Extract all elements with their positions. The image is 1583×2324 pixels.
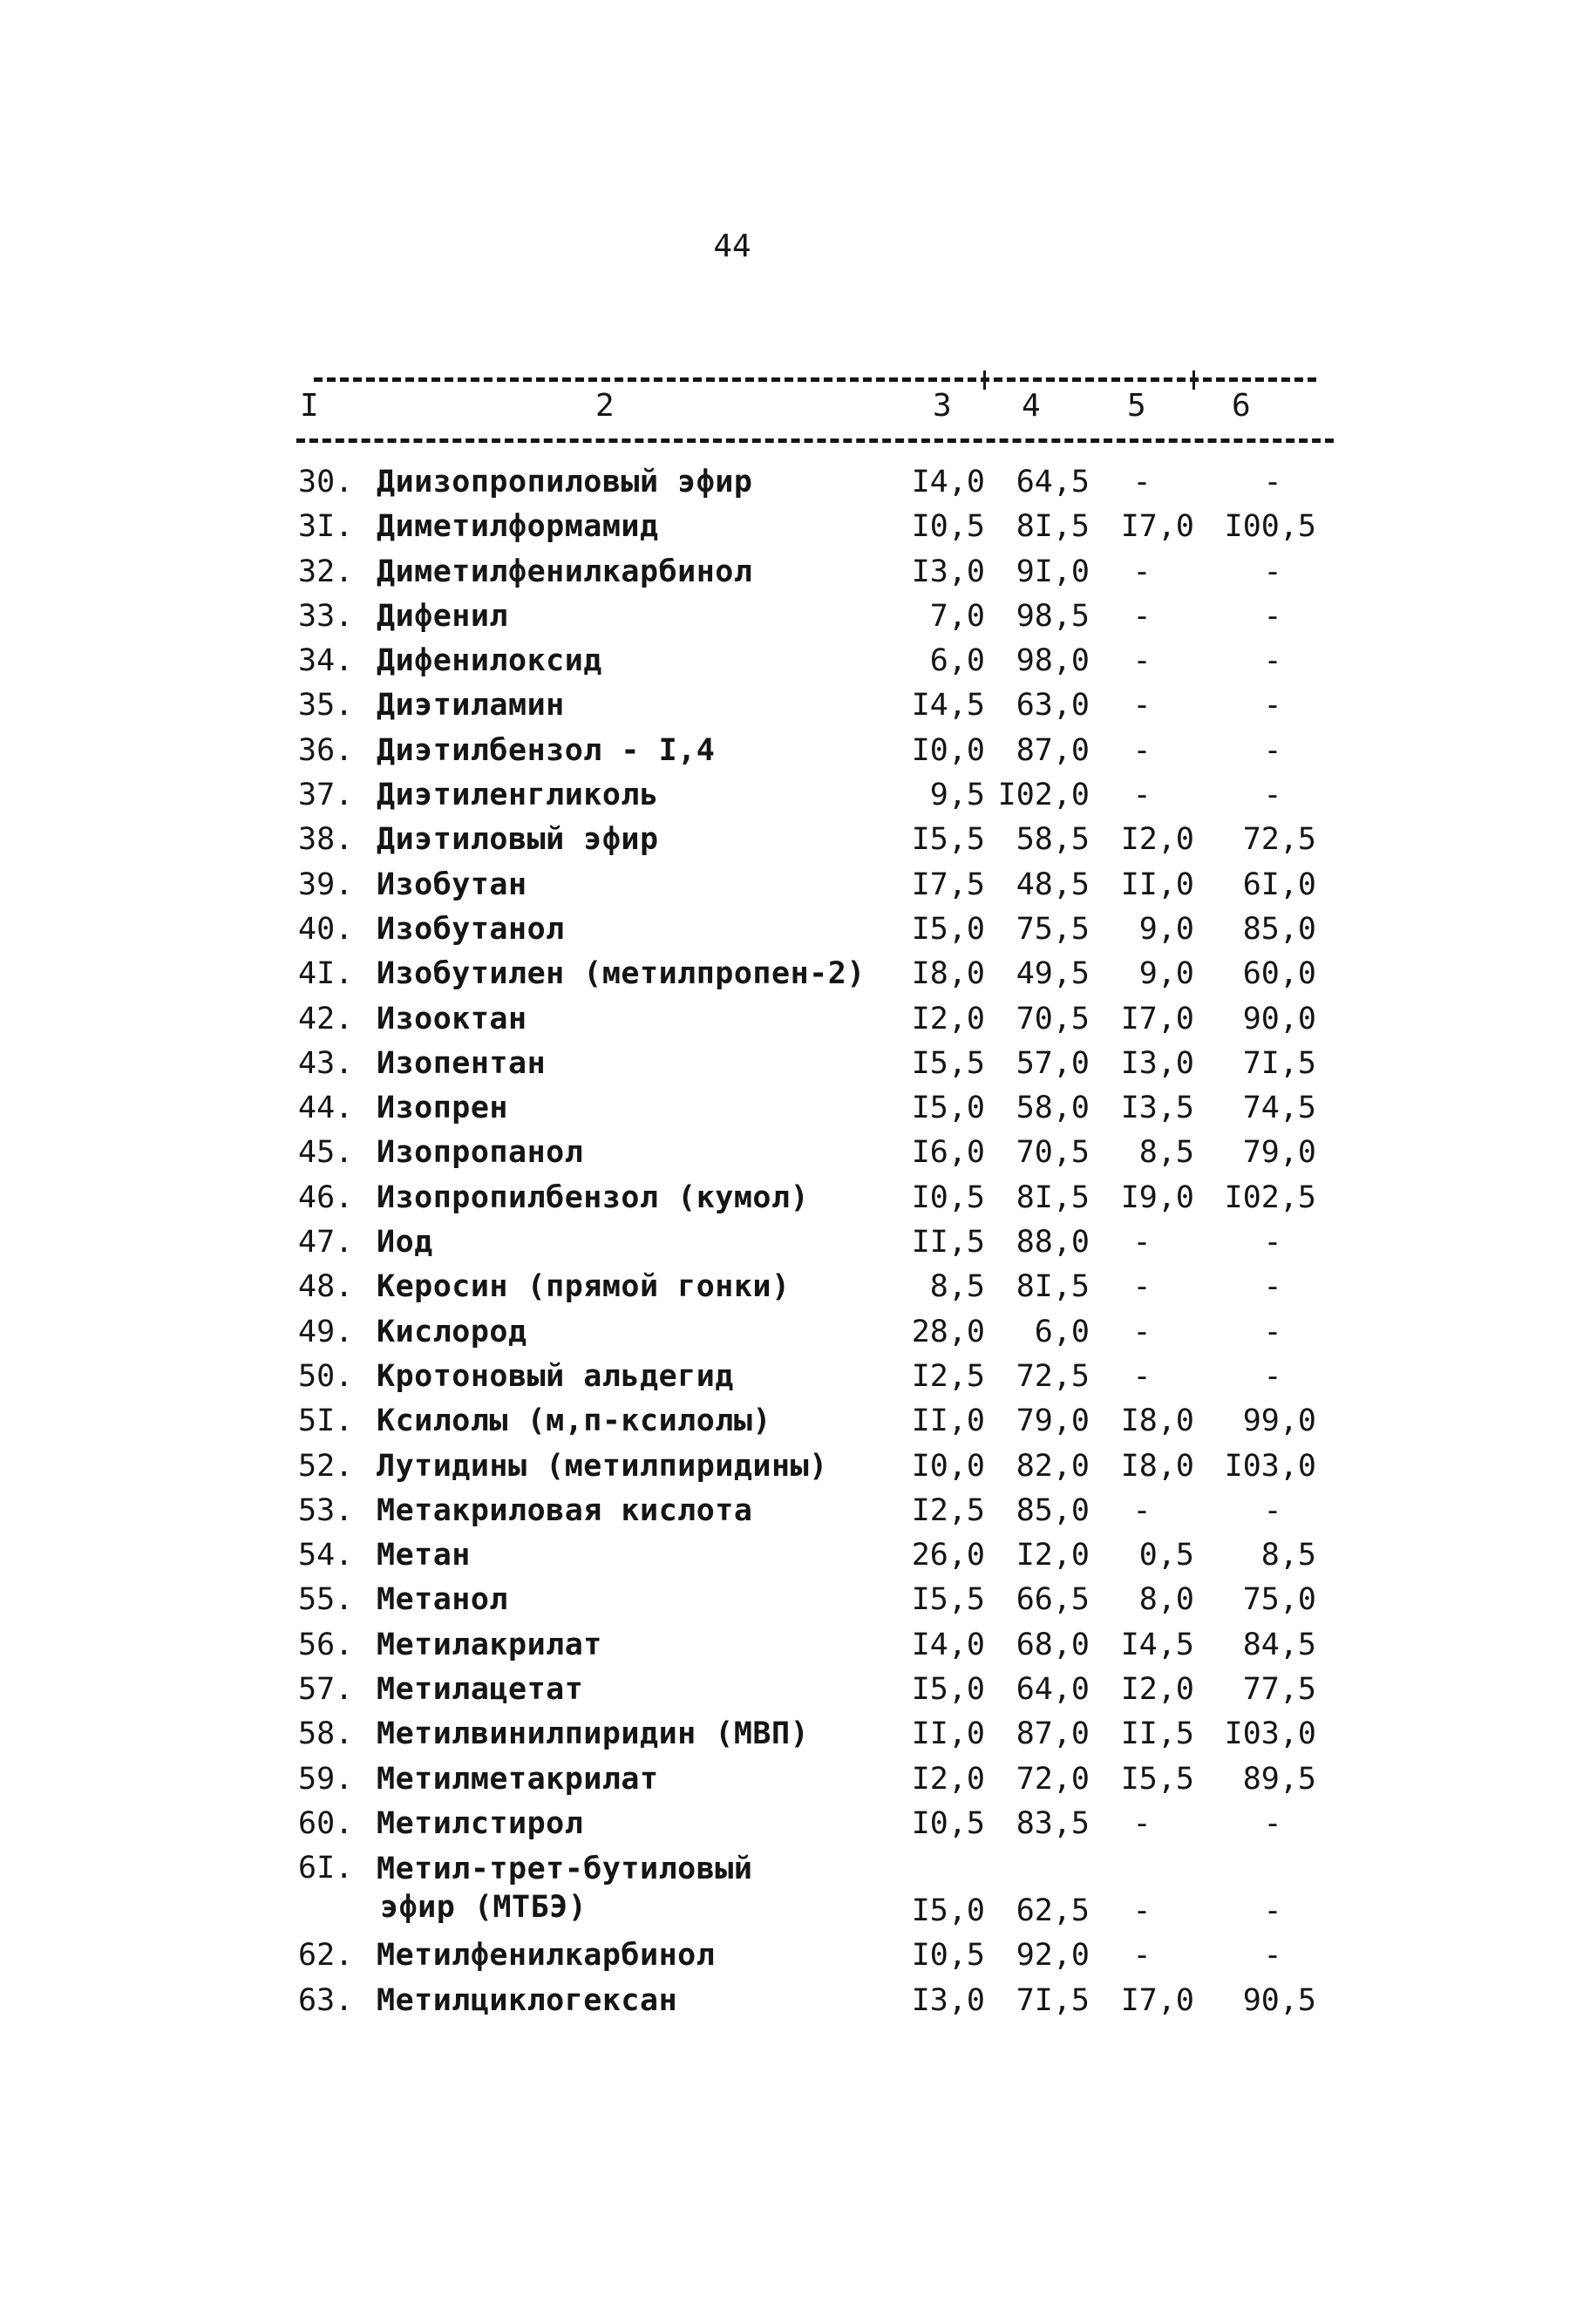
substance-name [377,1979,677,2023]
value-col-4: I2,0 [1016,1538,1090,1573]
value-col-5: - [1132,1938,1152,1974]
value-col-3: II,0 [911,1403,985,1439]
substance-name [377,1265,791,1309]
table-row [0,1042,1583,1086]
value-col-3: I0,0 [911,732,985,768]
value-col-3: II,0 [911,1716,985,1752]
value-col-3: I0,0 [911,1448,985,1484]
substance-name [377,907,565,952]
value-col-3: I3,0 [911,554,985,589]
row-number: 5I. [298,1403,354,1439]
value-col-4: 83,5 [1016,1805,1090,1841]
table-row [0,1933,1583,1978]
substance-name [377,683,565,728]
table-row [0,1444,1583,1489]
row-number: 34. [298,643,354,679]
table-row [0,683,1583,728]
row-number: 43. [298,1045,354,1081]
row-number: 3I. [298,509,354,545]
value-col-4: 79,0 [1016,1403,1090,1439]
value-col-6: - [1263,554,1282,589]
value-col-4: 8I,5 [1016,1269,1090,1305]
table-row [0,460,1583,505]
row-number: 50. [298,1358,354,1394]
row-number: 37. [298,778,354,813]
table-row [0,773,1583,818]
substance-name-line: Метилфенилкарбинол [377,1938,716,1974]
substance-name-line: Изобутилен (метилпропен-2) [377,956,866,992]
value-col-3: I0,5 [911,1938,985,1974]
header-col-4: 4 [1022,388,1041,424]
value-col-5: I9,0 [1120,1179,1194,1215]
value-col-6: I02,5 [1224,1179,1316,1215]
table-row [0,1131,1583,1175]
value-col-5: 8,0 [1138,1582,1194,1618]
value-col-6: - [1263,1805,1282,1841]
value-col-6: 84,5 [1242,1627,1316,1662]
value-col-4: 98,0 [1016,643,1090,679]
substance-name [377,1668,583,1712]
value-col-3: 28,0 [911,1314,985,1349]
table-row [0,952,1583,996]
row-number: 57. [298,1672,354,1708]
substance-name [377,1712,809,1757]
value-col-4: 72,0 [1016,1761,1090,1797]
value-col-6: - [1263,778,1282,813]
value-col-6: - [1263,1225,1282,1261]
value-col-4: 92,0 [1016,1938,1090,1974]
row-number: 30. [298,465,354,499]
header-col-1: I [300,388,319,424]
substance-name [377,1850,752,1926]
row-number: 40. [298,911,354,947]
value-col-3: I4,0 [911,465,985,499]
substance-name [377,1933,715,1978]
value-col-6: 99,0 [1242,1403,1316,1439]
value-col-5: 9,0 [1138,911,1194,947]
value-col-4: 70,5 [1016,1001,1090,1036]
value-col-6: 72,5 [1242,822,1316,858]
substance-name-line: Дифенил [377,598,509,634]
value-col-5: - [1132,1314,1152,1349]
value-col-6: 79,0 [1242,1135,1316,1171]
value-col-3: I0,5 [911,1805,985,1841]
value-col-6: - [1263,643,1282,679]
substance-name [377,818,659,862]
value-col-5: I7,0 [1120,509,1194,545]
row-number: 54. [298,1538,354,1573]
value-col-6: 60,0 [1242,956,1316,992]
row-number: 49. [298,1314,354,1349]
substance-name [377,729,715,773]
table-row [0,729,1583,773]
substance-name [377,1086,508,1131]
table-top-rule [314,377,1316,382]
header-col-3: 3 [933,388,952,424]
table-row [0,1668,1583,1712]
substance-name-line: Метан [377,1538,471,1573]
value-col-5: I5,5 [1120,1761,1194,1797]
table-row [0,1355,1583,1399]
value-col-3: I5,0 [911,1893,985,1929]
table-row [0,1712,1583,1757]
substance-name-line: Изопрен [377,1091,509,1126]
substance-name-line: Дифенилоксид [377,643,602,679]
value-col-6: 6I,0 [1242,866,1316,902]
value-col-4: 75,5 [1016,911,1090,947]
value-col-4: 9I,0 [1016,554,1090,589]
substance-name-line: Диметилфенилкарбинол [377,554,753,589]
substance-name [377,952,866,996]
value-col-3: I5,0 [911,1091,985,1126]
row-number: 6I. [298,1851,354,1886]
substance-name-line: Метилстирол [377,1805,584,1841]
row-number: 53. [298,1492,354,1528]
table-row [0,1489,1583,1533]
value-col-6: - [1263,688,1282,724]
value-col-3: I7,5 [911,866,985,902]
substance-name [377,1220,433,1265]
value-col-5: - [1132,554,1152,589]
value-col-4: 49,5 [1016,956,1090,992]
substance-name [377,1176,809,1220]
substance-name [377,1310,527,1355]
value-col-3: I2,5 [911,1492,985,1528]
value-col-5: 9,0 [1138,956,1194,992]
column-separator [1192,370,1195,390]
substance-name [377,460,752,505]
table-row [0,639,1583,683]
substance-name [377,1533,471,1578]
header-col-2: 2 [595,388,615,424]
value-col-4: 48,5 [1016,866,1090,902]
value-col-4: 88,0 [1016,1225,1090,1261]
substance-name [377,550,752,595]
substance-name [377,997,527,1042]
value-col-6: 74,5 [1242,1091,1316,1126]
value-col-4: 8I,5 [1016,509,1090,545]
value-col-6: - [1263,465,1282,499]
value-col-4: 58,0 [1016,1091,1090,1126]
row-number: 55. [298,1582,354,1618]
row-number: 33. [298,598,354,634]
value-col-5: I3,0 [1120,1045,1194,1081]
value-col-3: I0,5 [911,509,985,545]
table-row [0,1623,1583,1668]
row-number: 59. [298,1761,354,1797]
value-col-3: I0,5 [911,1179,985,1215]
table-row [0,907,1583,952]
value-col-6: I03,0 [1224,1716,1316,1752]
table-row [0,505,1583,549]
row-number: 56. [298,1627,354,1662]
value-col-3: I4,0 [911,1627,985,1662]
substance-name [377,1355,734,1399]
substance-name [377,1399,771,1444]
substance-name-line: Диизопропиловый эфир [377,465,753,499]
row-number: 63. [298,1982,354,2018]
row-number: 58. [298,1716,354,1752]
value-col-6: - [1263,732,1282,768]
value-col-5: - [1132,688,1152,724]
row-number: 32. [298,554,354,589]
value-col-3: I5,5 [911,1045,985,1081]
value-col-3: 8,5 [929,1269,985,1305]
value-col-4: 57,0 [1016,1045,1090,1081]
substance-name [377,1757,659,1802]
row-number: 46. [298,1179,354,1215]
value-col-5: II,5 [1120,1716,1194,1752]
table-row [0,1176,1583,1220]
value-col-5: I2,0 [1120,822,1194,858]
table-row [0,1399,1583,1444]
value-col-3: I5,0 [911,1672,985,1708]
value-col-4: 70,5 [1016,1135,1090,1171]
value-col-5: I8,0 [1120,1448,1194,1484]
substance-name-line: Диэтиленгликоль [377,778,659,813]
value-col-5: I8,0 [1120,1403,1194,1439]
value-col-6: 90,0 [1242,1001,1316,1036]
substance-name [377,1444,828,1489]
header-col-6: 6 [1232,388,1251,424]
column-separator [983,370,986,390]
value-col-3: I5,5 [911,1582,985,1618]
value-col-4: 7I,5 [1016,1982,1090,2018]
table-row [0,1220,1583,1265]
substance-name-line: эфир (МТБЭ) [380,1890,588,1926]
table-row [0,1846,1583,1933]
value-col-5: - [1132,778,1152,813]
substance-name [377,639,602,683]
value-col-6: 8,5 [1260,1538,1316,1573]
table-row [0,1086,1583,1131]
value-col-4: 62,5 [1016,1893,1090,1929]
row-number: 48. [298,1269,354,1305]
substance-name-line: Метил-трет-бутиловый [377,1852,753,1887]
substance-name [377,1802,583,1846]
row-number: 52. [298,1448,354,1484]
value-col-4: 68,0 [1016,1627,1090,1662]
value-col-5: II,0 [1120,866,1194,902]
value-col-6: 7I,5 [1242,1045,1316,1081]
value-col-3: I4,5 [911,688,985,724]
value-col-5: - [1132,465,1152,499]
substance-name-line: Диэтиловый эфир [377,822,659,858]
value-col-5: - [1132,1492,1152,1528]
value-col-5: 0,5 [1138,1538,1194,1573]
table-row [0,595,1583,639]
substance-name-line: Диметилформамид [377,509,659,545]
value-col-6: - [1263,1314,1282,1349]
substance-name-line: Изопентан [377,1045,547,1081]
table-row [0,1578,1583,1622]
data-table [0,460,1583,2023]
substance-name-line: Метилциклогексан [377,1982,678,2018]
table-row [0,863,1583,907]
value-col-3: 6,0 [929,643,985,679]
value-col-6: 75,0 [1242,1582,1316,1618]
value-col-6: - [1263,1358,1282,1394]
table-row [0,1533,1583,1578]
value-col-5: - [1132,732,1152,768]
substance-name-line: Иод [377,1225,433,1261]
row-number: 62. [298,1938,354,1974]
substance-name-line: Ксилолы (м,п-ксилолы) [377,1403,772,1439]
substance-name-line: Изопропилбензол (кумол) [377,1179,810,1215]
row-number: 39. [298,866,354,902]
substance-name [377,1131,583,1175]
table-row [0,1310,1583,1355]
value-col-5: - [1132,1225,1152,1261]
value-col-5: I4,5 [1120,1627,1194,1662]
substance-name-line: Метилацетат [377,1672,584,1708]
value-col-3: I2,5 [911,1358,985,1394]
value-col-3: I8,0 [911,956,985,992]
row-number: 45. [298,1135,354,1171]
value-col-5: I7,0 [1120,1982,1194,2018]
row-number: 44. [298,1091,354,1126]
value-col-4: 87,0 [1016,732,1090,768]
value-col-3: I5,5 [911,822,985,858]
value-col-6: - [1263,1492,1282,1528]
table-row [0,1802,1583,1846]
value-col-6: 90,5 [1242,1982,1316,2018]
substance-name-line: Метилакрилат [377,1627,602,1662]
header-col-5: 5 [1127,388,1146,424]
substance-name-line: Кротоновый альдегид [377,1358,734,1394]
value-col-6: - [1263,1269,1282,1305]
substance-name-line: Изобутан [377,866,527,902]
value-col-5: I2,0 [1120,1672,1194,1708]
value-col-4: 82,0 [1016,1448,1090,1484]
substance-name-line: Керосин (прямой гонки) [377,1269,791,1305]
page-number: 44 [713,228,751,264]
table-header [0,388,1583,433]
row-number: 47. [298,1225,354,1261]
value-col-3: 9,5 [929,778,985,813]
value-col-5: - [1132,1805,1152,1841]
value-col-6: I00,5 [1224,509,1316,545]
substance-name [377,595,508,639]
table-row [0,550,1583,595]
substance-name [377,1578,508,1622]
substance-name [377,505,659,549]
row-number: 38. [298,822,354,858]
value-col-4: 66,5 [1016,1582,1090,1618]
value-col-6: 77,5 [1242,1672,1316,1708]
substance-name-line: Изопропанол [377,1135,584,1171]
value-col-5: 8,5 [1138,1135,1194,1171]
value-col-5: - [1132,1269,1152,1305]
table-row [0,818,1583,862]
value-col-4: 64,0 [1016,1672,1090,1708]
substance-name-line: Диэтиламин [377,688,565,724]
table-row [0,1265,1583,1309]
value-col-6: 89,5 [1242,1761,1316,1797]
value-col-4: 6,0 [1034,1314,1090,1349]
substance-name-line: Кислород [377,1314,527,1349]
value-col-4: 72,5 [1016,1358,1090,1394]
substance-name [377,773,659,818]
value-col-4: 63,0 [1016,688,1090,724]
substance-name [377,863,527,907]
value-col-3: 7,0 [929,598,985,634]
value-col-6: - [1263,1938,1282,1974]
table-row [0,1979,1583,2023]
value-col-4: 64,5 [1016,465,1090,499]
substance-name [377,1489,752,1533]
substance-name-line: Метилвинилпиридин (МВП) [377,1716,810,1752]
substance-name-line: Диэтилбензол - I,4 [377,732,716,768]
substance-name-line: Изооктан [377,1001,527,1036]
substance-name-line: Метакриловая кислота [377,1492,753,1528]
row-number: 42. [298,1001,354,1036]
value-col-6: - [1263,598,1282,634]
value-col-4: 87,0 [1016,1716,1090,1752]
value-col-5: I7,0 [1120,1001,1194,1036]
table-header-rule [296,438,1334,443]
value-col-3: II,5 [911,1225,985,1261]
value-col-5: - [1132,1893,1152,1929]
row-number: 60. [298,1805,354,1841]
value-col-4: 58,5 [1016,822,1090,858]
value-col-3: I2,0 [911,1001,985,1036]
value-col-4: 8I,5 [1016,1179,1090,1215]
value-col-3: 26,0 [911,1538,985,1573]
value-col-3: I6,0 [911,1135,985,1171]
row-number: 36. [298,732,354,768]
value-col-3: I2,0 [911,1761,985,1797]
value-col-5: - [1132,643,1152,679]
row-number: 4I. [298,956,354,992]
table-row [0,1757,1583,1802]
value-col-6: 85,0 [1242,911,1316,947]
substance-name [377,1623,602,1668]
value-col-5: - [1132,598,1152,634]
value-col-5: I3,5 [1120,1091,1194,1126]
substance-name [377,1042,546,1086]
row-number: 35. [298,688,354,724]
value-col-6: I03,0 [1224,1448,1316,1484]
substance-name-line: Лутидины (метилпиридины) [377,1448,828,1484]
value-col-4: I02,0 [997,778,1090,813]
substance-name-line: Метилметакрилат [377,1761,659,1797]
value-col-5: - [1132,1358,1152,1394]
value-col-3: I3,0 [911,1982,985,2018]
value-col-6: - [1263,1893,1282,1929]
substance-name-line: Метанол [377,1582,509,1618]
value-col-4: 98,5 [1016,598,1090,634]
table-row [0,997,1583,1042]
substance-name-line: Изобутанол [377,911,565,947]
value-col-4: 85,0 [1016,1492,1090,1528]
value-col-3: I5,0 [911,911,985,947]
